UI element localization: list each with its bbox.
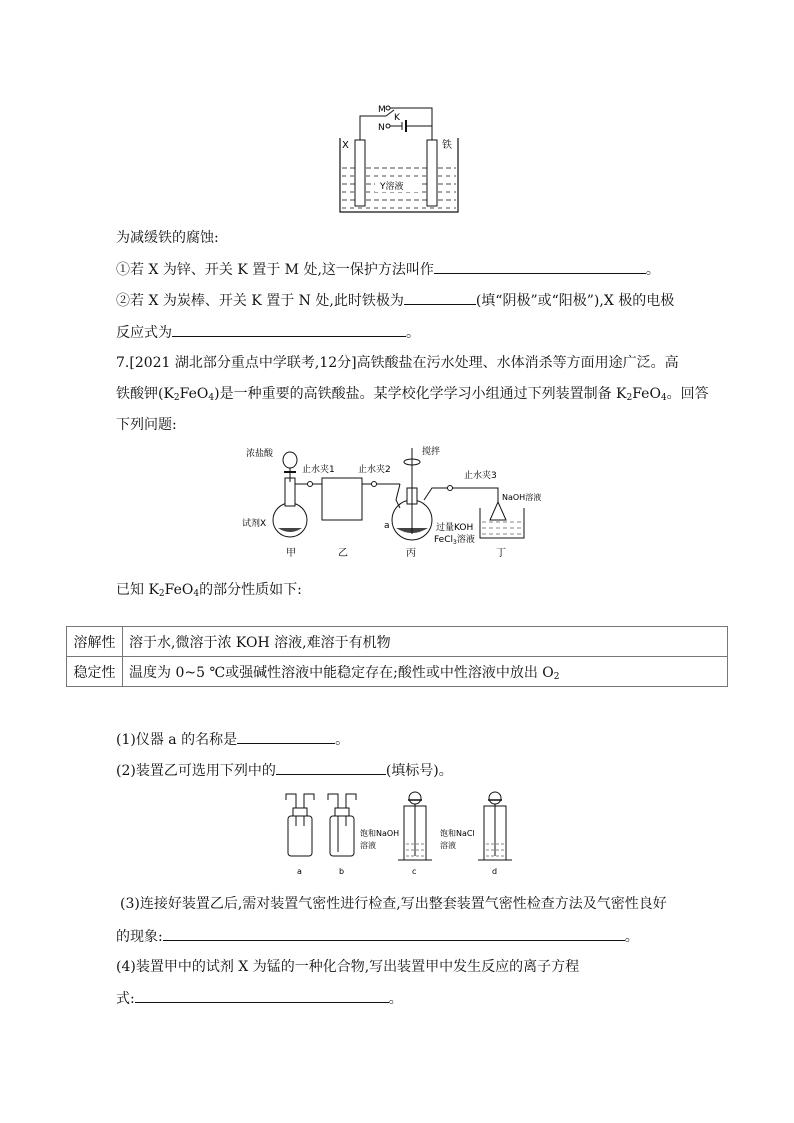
- fig2-reagent-x: 试剂X: [242, 519, 267, 529]
- answer-blank[interactable]: [434, 259, 646, 274]
- fig3-sat-naoh-2: 溶液: [360, 841, 376, 850]
- fig2-conc-hcl: 浓盐酸: [246, 449, 274, 459]
- fig2-label-ding: 丁: [496, 548, 506, 558]
- fig3-label-b: b: [339, 867, 345, 876]
- table-value: 溶于水,微溶于浓 KOH 溶液,难溶于有机物: [123, 627, 728, 657]
- gas-bottle-options-figure: [280, 786, 520, 878]
- fig1-label-n: N: [378, 123, 385, 133]
- answer-blank[interactable]: [276, 760, 386, 775]
- question-6-2-cont: 反应式为 。: [116, 322, 420, 343]
- fig1-label-k: K: [394, 113, 400, 123]
- fig2-clip1: 止水夹1: [302, 465, 335, 475]
- table-value: 温度为 0~5 ℃或强碱性溶液中能稳定存在;酸性或中性溶液中放出 $O_2$: [123, 657, 728, 687]
- sub-question-4: (4)装置甲中的试剂 X 为锰的一种化合物,写出装置甲中发生反应的离子方程: [116, 959, 580, 975]
- fig2-clip2: 止水夹2: [358, 465, 391, 475]
- sub-question-3-cont: 的现象: 。: [116, 926, 639, 947]
- fig3-label-c: c: [412, 867, 417, 876]
- sub-question-2: (2)装置乙可选用下列中的 (填标号)。: [116, 760, 453, 781]
- sub-question-1: (1)仪器 a 的名称是 。: [116, 729, 349, 750]
- fig2-fecl3: FeCl$_3$溶液: [434, 535, 475, 546]
- fig2-label-jia: 甲: [286, 548, 296, 558]
- question-7-line2: 铁酸钾$(K_2FeO_4)$是一种重要的高铁酸盐。某学校化学学习小组通过下列装置制备 $K_2FeO_4$。回答: [116, 386, 709, 403]
- fig2-label-bing: 丙: [406, 548, 416, 558]
- fig3-label-d: d: [492, 867, 498, 876]
- fig3-sat-nacl-2: 溶液: [440, 841, 456, 850]
- fig2-stir: 搅拌: [422, 447, 441, 457]
- answer-blank[interactable]: [172, 322, 406, 337]
- apparatus-figure: [240, 438, 550, 558]
- question-7-line3: 下列问题:: [116, 417, 177, 433]
- question-7-heading: 7.[2021 湖北部分重点中学联考,12分]高铁酸盐在污水处理、水体消杀等方面用途广泛。高: [116, 355, 679, 371]
- fig3-label-a: a: [297, 867, 302, 876]
- fig1-label-iron: 铁: [442, 140, 452, 151]
- fig1-label-solution: Y溶液: [380, 182, 404, 192]
- table-key: 溶解性: [67, 627, 123, 657]
- fig1-label-x: X: [342, 140, 349, 151]
- fig2-label-yi: 乙: [338, 548, 348, 558]
- fig2-naoh: NaOH溶液: [502, 493, 542, 502]
- fig2-clip3: 止水夹3: [464, 471, 497, 481]
- answer-blank[interactable]: [237, 729, 335, 744]
- intro-text: 为减缓铁的腐蚀:: [116, 230, 219, 246]
- fig3-sat-nacl-1: 饱和NaCl: [440, 829, 475, 838]
- fig1-label-m: M: [378, 105, 386, 115]
- table-row: [67, 627, 728, 657]
- known-properties-text: 已知 $K_2FeO_4$的部分性质如下:: [116, 582, 302, 599]
- table-row: [67, 657, 728, 687]
- answer-blank[interactable]: [135, 988, 389, 1003]
- question-6-2: ②若 X 为炭棒、开关 K 置于 N 处,此时铁极为 (填“阴极”或“阳极”),X 极的电极: [116, 290, 674, 311]
- fig3-sat-naoh-1: 饱和NaOH: [360, 829, 400, 838]
- answer-blank[interactable]: [163, 926, 625, 941]
- table-key: 稳定性: [67, 657, 123, 687]
- electrolysis-cell-figure: [330, 96, 470, 218]
- fig2-excess-koh: 过量KOH: [436, 523, 474, 533]
- answer-blank[interactable]: [404, 290, 476, 305]
- fig2-label-a: a: [384, 521, 390, 531]
- sub-question-4-cont: 式: 。: [116, 988, 403, 1009]
- question-6-1: ①若 X 为锌、开关 K 置于 M 处,这一保护方法叫作 。: [116, 259, 660, 280]
- properties-table: [66, 626, 728, 687]
- sub-question-3: (3)连接好装置乙后,需对装置气密性进行检查,写出整套装置气密性检查方法及气密性良好: [120, 896, 667, 912]
